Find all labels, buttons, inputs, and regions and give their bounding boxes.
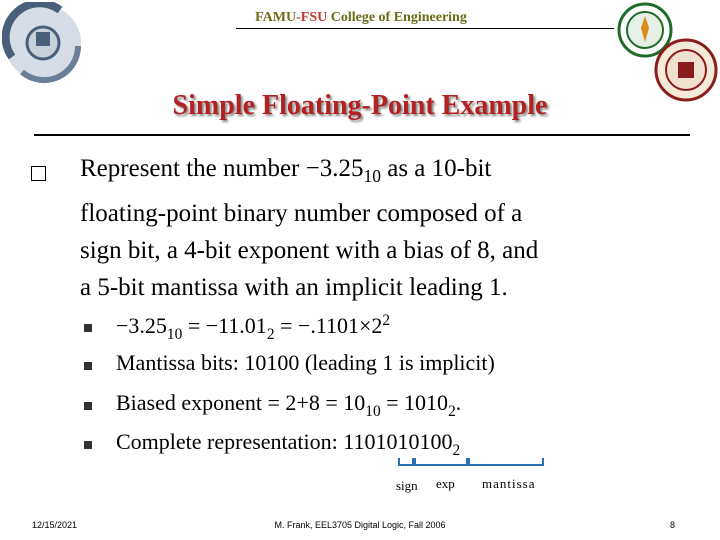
subbullet-marker (84, 402, 92, 410)
b1-b-sub: 2 (266, 326, 275, 343)
header-famu: FAMU (255, 10, 297, 25)
bullet-marker (31, 166, 46, 181)
footer-center: M. Frank, EEL3705 Digital Logic, Fall 2006 (274, 520, 446, 530)
footer-date: 12/15/2021 (32, 520, 78, 530)
subbullet-3 (116, 390, 461, 421)
b3-a: Biased exponent = 2+8 = 10 (116, 390, 366, 415)
b4-a-sub: 2 (452, 442, 461, 459)
main-line-4: a 5-bit mantissa with an implicit leading 1. (80, 274, 508, 301)
slide-title: Simple Floating-Point Example (172, 90, 548, 121)
b1-c-sup: 2 (382, 312, 391, 329)
subbullet-1 (116, 312, 390, 344)
footer-page-number: 8 (670, 520, 676, 530)
header-dash: - (296, 10, 301, 25)
main-line-1 (80, 150, 680, 195)
subbullet-marker (84, 441, 92, 449)
b3-b-sub: 2 (448, 403, 456, 420)
main-line-2: floating-point binary number composed of a (80, 200, 523, 227)
header-divider (236, 28, 614, 29)
exp-bracket (414, 458, 468, 466)
main-line1-post: as a 10-bit (380, 155, 492, 182)
b1-a-sub: 10 (166, 326, 183, 343)
subbullet-marker (84, 362, 92, 370)
mantissa-bracket (468, 458, 544, 466)
college-logo (2, 2, 84, 84)
header-title (236, 10, 486, 26)
subbullet-marker (84, 324, 92, 332)
main-paragraph (80, 150, 680, 306)
title-divider (34, 134, 690, 136)
header-rest: College of Engineering (327, 10, 467, 25)
b3-c: . (455, 390, 462, 415)
exp-label: exp (436, 476, 455, 491)
b1-b: = −11.01 (182, 313, 267, 338)
main-line1-sub: 10 (363, 166, 381, 186)
b3-b: = 1010 (380, 390, 449, 415)
b4-a: Complete representation: 1101010100 (116, 429, 453, 454)
main-line1-pre: Represent the number −3.25 (80, 155, 364, 182)
sign-bracket (398, 458, 414, 466)
b1-c: = −.1101×2 (274, 313, 383, 338)
sign-label: sign (396, 478, 418, 493)
main-line-3: sign bit, a 4-bit exponent with a bias of 8, and (80, 237, 539, 264)
subbullet-2: Mantissa bits: 10100 (leading 1 is implicit) (116, 350, 495, 375)
subbullet-4 (116, 429, 460, 460)
b3-a-sub: 10 (365, 403, 381, 420)
b1-a: −3.25 (116, 313, 167, 338)
header-fsu: FSU (300, 10, 328, 25)
mantissa-label: mantissa (482, 476, 536, 491)
